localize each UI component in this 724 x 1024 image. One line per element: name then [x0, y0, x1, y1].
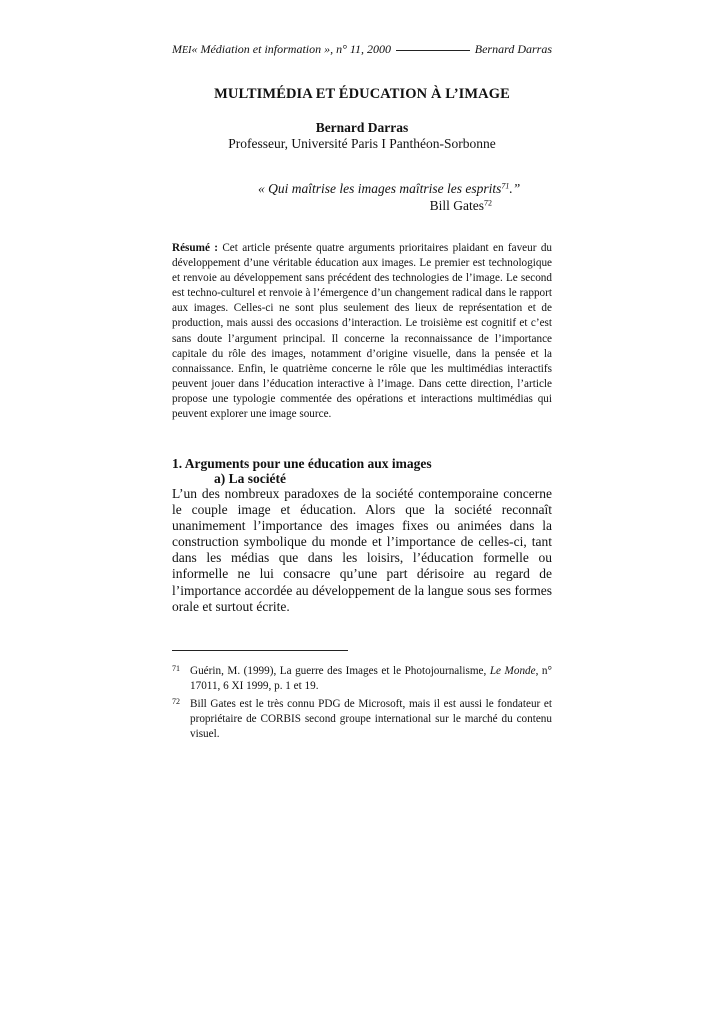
author-name: Bernard Darras [315, 120, 409, 135]
journal-name: « Médiation et information », n° 11, 2000 [191, 42, 392, 56]
footnote-number: 72 [172, 697, 180, 706]
epigraph-attribution-text: Bill Gates [429, 198, 484, 213]
running-head [172, 42, 552, 57]
running-head-author: Bernard Darras [474, 42, 552, 56]
journal-prefix: MEI [172, 42, 192, 56]
epigraph-quote [258, 181, 520, 197]
footnote-71 [172, 664, 552, 694]
abstract-text: Cet article présente quatre arguments prioritaires plaidant en faveur du développement d’une véritable éducation aux images. Le premier est technologique et renvoie au développement sans précédent des technologies de l’image. Le second est techno-culturel et renvoie à l’émergence d’un changement radical dans le rapport aux images. Celles-ci ne sont plus seulement des lieux de représentation et de production, mais aussi des occasions d’interaction. Le troisième est cognitif et c’est sans doute l’argument principal. Il concerne la reconnaissance de l’importance capitale du rôle des images, notamment d’origine visuelle, dans la pensée et la connaissance. Enfin, le quatrième concerne le rôle que les multimédias interactifs peuvent jouer dans l’éducation interactive à l’image. Dans cette direction, l’article propose une typologie commentée des opérations et interactions multimédias qui peuvent explorer une image source. [172, 242, 553, 421]
epigraph-attribution [430, 198, 492, 214]
footnote-ref-72[interactable]: 72 [484, 198, 492, 208]
section-heading: 1. Arguments pour une éducation aux images [172, 456, 432, 471]
footnote-text-part: Guérin, M. (1999), La guerre des Images et le Photojournalisme, [190, 665, 490, 677]
footnote-72 [172, 697, 552, 742]
body-paragraph: L’un des nombreux paradoxes de la société contemporaine concerne le couple image et éducation. Alors que la société reconnaît unanimement l’importance des images fixes ou animées dans la construction symbolique du monde et l’importance de celles-ci, tant dans les médias que dans les loisirs, l’éducation formelle ou informelle ne lui consacre qu’une part dérisoire au regard de l’importance accordée au développement de la langue sous ses formes orale et surtout écrite. [172, 486, 552, 614]
footnote-journal: Le Monde [489, 665, 536, 677]
footnote-ref-71[interactable]: 71 [501, 181, 510, 191]
footnote-separator [172, 650, 348, 651]
epigraph-quote-text: « Qui maîtrise les images maîtrise les esprits [258, 181, 502, 196]
article-title: MULTIMÉDIA ET ÉDUCATION À L’IMAGE [214, 86, 510, 102]
footnote-text-part: , n° 17011, 6 XI 1999, p. 1 et 19. [190, 665, 552, 693]
footnote-text: Bill Gates est le très connu PDG de Microsoft, mais il est aussi le fondateur et propriétaire de CORBIS second groupe international sur le marché du contenu visuel. [190, 698, 552, 741]
subsection-heading: a) La société [214, 471, 286, 486]
author-affiliation: Professeur, Université Paris I Panthéon-Sorbonne [228, 136, 496, 151]
footnote-text [172, 664, 552, 694]
footnote-number: 71 [172, 664, 180, 673]
running-head-rule [396, 50, 470, 51]
epigraph-quote-end: .” [509, 181, 521, 196]
abstract [172, 241, 552, 422]
abstract-label: Résumé : [172, 242, 218, 254]
